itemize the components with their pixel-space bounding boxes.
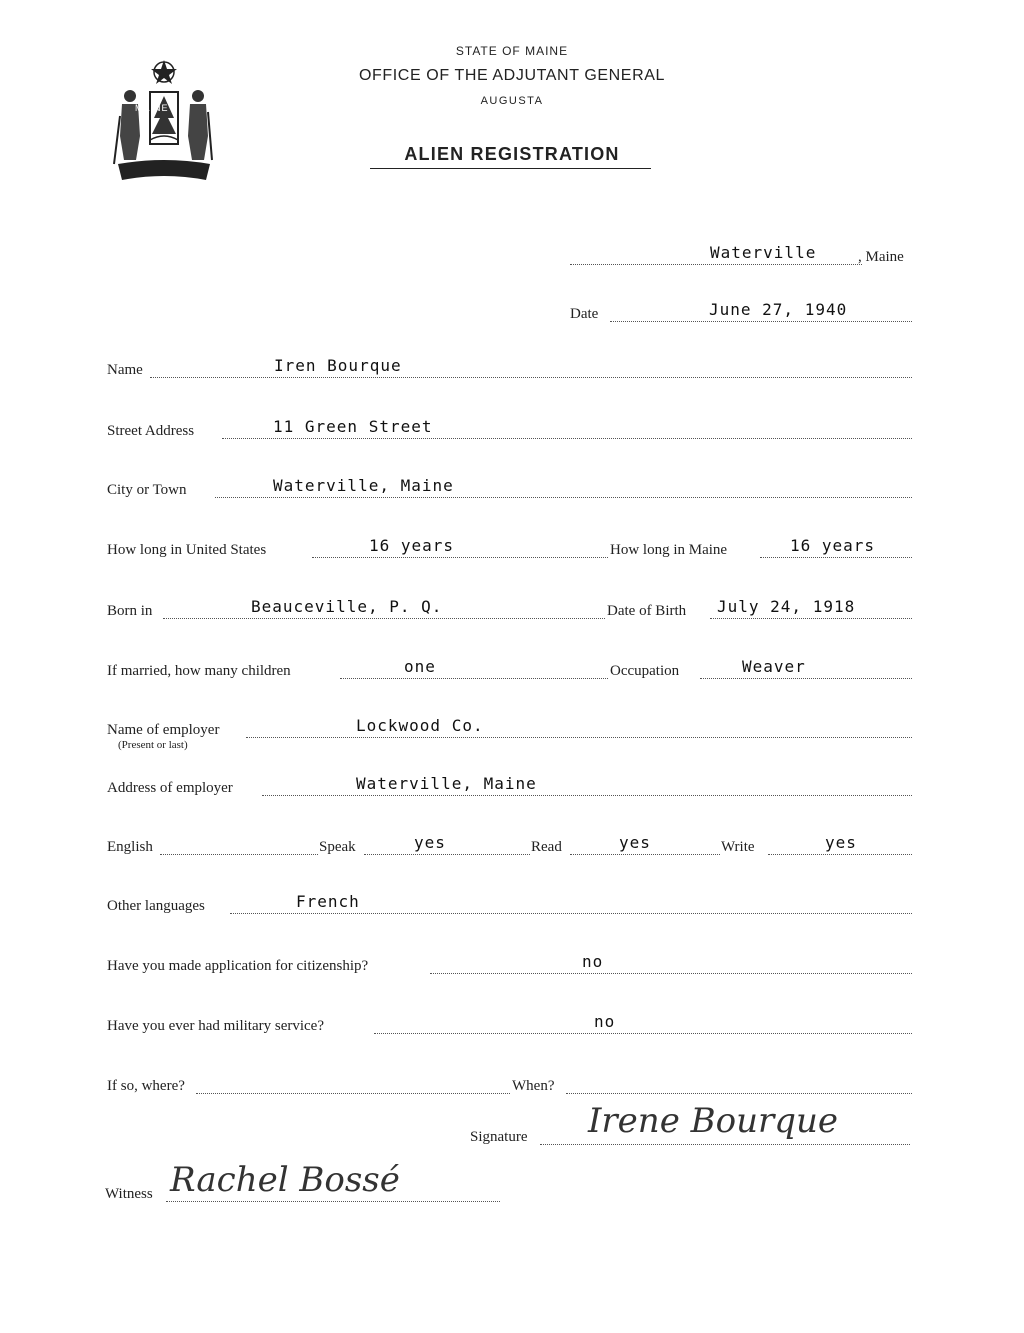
children-label: If married, how many children xyxy=(107,663,291,679)
signature-label: Signature xyxy=(470,1129,528,1145)
city-value: Waterville, Maine xyxy=(273,476,454,495)
employer-value: Lockwood Co. xyxy=(356,716,484,735)
occupation-value: Weaver xyxy=(742,657,806,676)
street-value: 11 Green Street xyxy=(273,417,433,436)
maine-years-value: 16 years xyxy=(790,536,876,555)
state-heading: STATE OF MAINE xyxy=(455,44,569,58)
occupation-label: Occupation xyxy=(610,663,680,679)
street-label: Street Address xyxy=(107,423,195,439)
name-value: Iren Bourque xyxy=(274,356,402,375)
english-label: English xyxy=(107,839,153,855)
citizenship-row xyxy=(0,952,1024,982)
name-row xyxy=(0,356,1024,386)
dob-label: Date of Birth xyxy=(607,603,687,619)
citizenship-label: Have you made application for citizenship? xyxy=(107,958,369,974)
where-when-row xyxy=(0,1078,1024,1102)
children-row xyxy=(0,657,1024,687)
other-languages-value: French xyxy=(296,892,360,911)
us-years-label: How long in United States xyxy=(107,542,267,558)
city-label: City or Town xyxy=(107,482,187,498)
city-heading: AUGUSTA xyxy=(480,95,544,107)
birth-row xyxy=(0,597,1024,627)
born-label: Born in xyxy=(107,603,153,619)
dob-value: July 24, 1918 xyxy=(717,597,856,616)
born-value: Beauceville, P. Q. xyxy=(251,597,443,616)
date-row xyxy=(0,300,1024,330)
when-label: When? xyxy=(512,1078,555,1094)
read-label: Read xyxy=(531,839,562,855)
other-languages-row xyxy=(0,892,1024,922)
date-label: Date xyxy=(570,306,599,322)
military-row xyxy=(0,1012,1024,1042)
english-row xyxy=(0,833,1024,863)
seal-motto-text: MAINE xyxy=(135,103,169,113)
city-row xyxy=(0,476,1024,506)
employer-label: Name of employer xyxy=(107,722,220,738)
form-title: ALIEN REGISTRATION xyxy=(404,144,620,164)
citizenship-value: no xyxy=(582,952,604,971)
employer-address-label: Address of employer xyxy=(107,780,233,796)
where-label: If so, where? xyxy=(107,1078,185,1094)
witness-row xyxy=(0,1160,1024,1210)
military-value: no xyxy=(594,1012,616,1031)
date-value: June 27, 1940 xyxy=(709,300,848,319)
office-heading: OFFICE OF THE ADJUTANT GENERAL xyxy=(358,67,666,84)
witness-label: Witness xyxy=(105,1186,153,1202)
street-row xyxy=(0,417,1024,447)
other-languages-label: Other languages xyxy=(107,898,205,914)
read-value: yes xyxy=(619,833,651,852)
witness-handwriting: Rachel Bossé xyxy=(170,1160,400,1200)
speak-label: Speak xyxy=(319,839,356,855)
children-value: one xyxy=(404,657,436,676)
maine-years-label: How long in Maine xyxy=(610,542,728,558)
speak-value: yes xyxy=(414,833,446,852)
military-label: Have you ever had military service? xyxy=(107,1018,324,1034)
employer-address-value: Waterville, Maine xyxy=(356,774,537,793)
place-row xyxy=(0,243,1024,273)
employer-row xyxy=(0,716,1024,751)
title-underline xyxy=(370,168,651,169)
place-suffix: , Maine xyxy=(858,249,904,265)
signature-handwriting: Irene Bourque xyxy=(588,1101,839,1141)
employer-sublabel: (Present or last) xyxy=(118,739,188,751)
write-value: yes xyxy=(825,833,857,852)
place-value: Waterville xyxy=(710,243,817,262)
signature-row xyxy=(0,1101,1024,1153)
write-label: Write xyxy=(721,839,755,855)
employer-address-row xyxy=(0,774,1024,804)
name-label: Name xyxy=(107,362,143,378)
residence-duration-row xyxy=(0,536,1024,566)
us-years-value: 16 years xyxy=(369,536,455,555)
